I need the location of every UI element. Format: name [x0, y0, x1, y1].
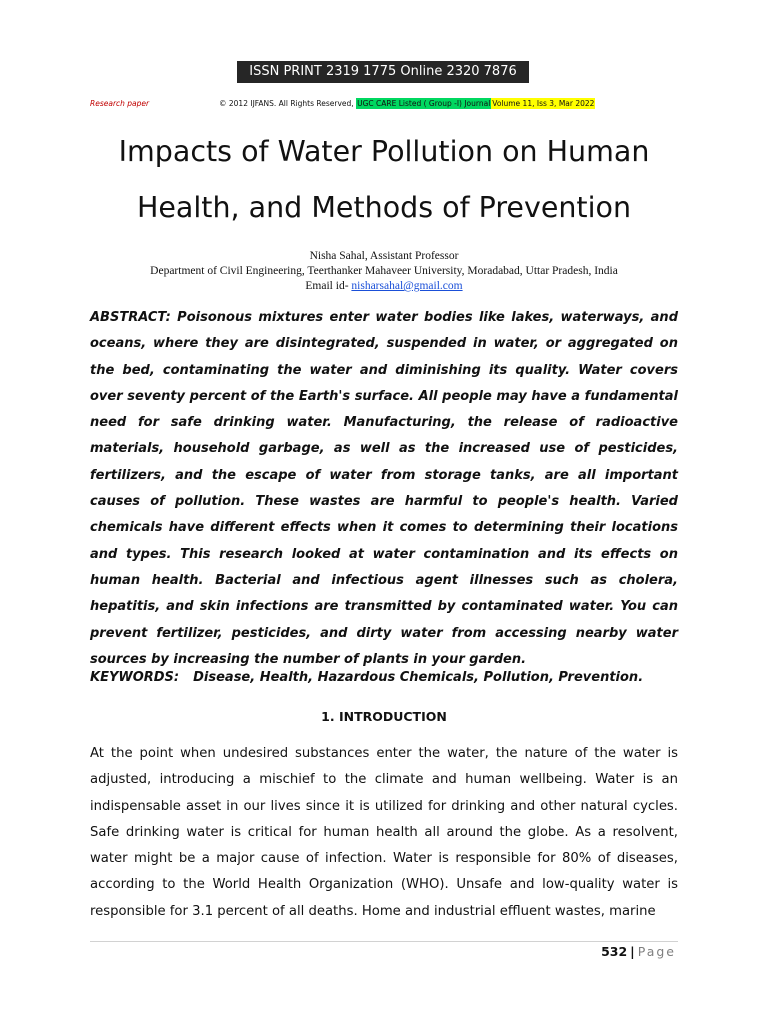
- keywords-line: [90, 666, 678, 690]
- author-block: [60, 249, 708, 294]
- introduction-paragraph: At the point when undesired substances enter the water, the nature of the water is adjusted, introducing a mischief to the climate and human wellbeing. Water is an indispensable asset in our lives since it is utilized for drinking and other natural cycles. Safe drinking water is critical for human health all around the globe. As a resolvent, water might be a major cause of infection. Water is responsible for 80% of diseases, according to the World Health Organization (WHO). Unsafe and low-quality water is responsible for 3.1 percent of all deaths. Home and industrial effluent wastes, marine: [90, 746, 678, 919]
- title-line-2: Health, and Methods of Prevention: [136, 191, 632, 224]
- introduction-heading: 1. INTRODUCTION: [321, 709, 447, 724]
- email-link[interactable]: nisharsahal@gmail.com: [351, 280, 463, 292]
- email-label: Email id-: [305, 280, 349, 292]
- keywords-text: Disease, Health, Hazardous Chemicals, Pollution, Prevention.: [193, 670, 644, 685]
- page-footer: [601, 942, 676, 962]
- abstract-text: Poisonous mixtures enter water bodies like lakes, waterways, and oceans, where they are disintegrated, suspended in water, or aggregated on the bed, contaminating the water and diminishing its quality. Water covers over seventy percent of the Earth's surface. All people may have a fundamental need for safe drinking water. Manufacturing, the release of radioactive materials, household garbage, as well as the increased use of pesticides, fertilizers, and the escape of water from storage tanks, are all important causes of pollution. These wastes are harmful to people's health. Varied chemicals have different effects when it comes to determining their locations and types. This research looked at water contamination and its effects on human health. Bacterial and infectious agent illnesses such as cholera, hepatitis, and skin infections are transmitted by contaminated water. You can prevent fertilizer, pesticides, and dirty water from accessing nearby water sources by increasing the number of plants in your garden.: [90, 310, 678, 667]
- copyright-text: © 2012 IJFANS. All Rights Reserved,: [219, 99, 354, 108]
- page-separator: |: [630, 944, 635, 959]
- author-name: Nisha Sahal, Assistant Professor: [309, 250, 459, 262]
- paper-title: [60, 124, 708, 236]
- volume-highlight: Volume 11, Iss 3, Mar 2022: [492, 99, 595, 108]
- page-number: 532: [601, 944, 628, 959]
- journal-meta-row: [0, 98, 768, 114]
- footer-divider: [90, 941, 678, 942]
- ugc-listing-highlight: UGC CARE Listed ( Group -I) Journal: [357, 99, 491, 108]
- page-label: Page: [637, 944, 676, 959]
- title-line-1: Impacts of Water Pollution on Human: [118, 135, 650, 168]
- copyright-line: [219, 99, 595, 108]
- issn-banner: ISSN PRINT 2319 1775 Online 2320 7876: [237, 61, 529, 83]
- keywords-label: KEYWORDS:: [90, 670, 180, 685]
- research-paper-label: Research paper: [90, 99, 150, 108]
- abstract-label: ABSTRACT:: [90, 310, 171, 325]
- author-affiliation: Department of Civil Engineering, Teerthanker Mahaveer University, Moradabad, Uttar Pradesh, India: [150, 265, 618, 277]
- abstract-paragraph: [90, 305, 678, 673]
- author-email-line: [60, 279, 708, 294]
